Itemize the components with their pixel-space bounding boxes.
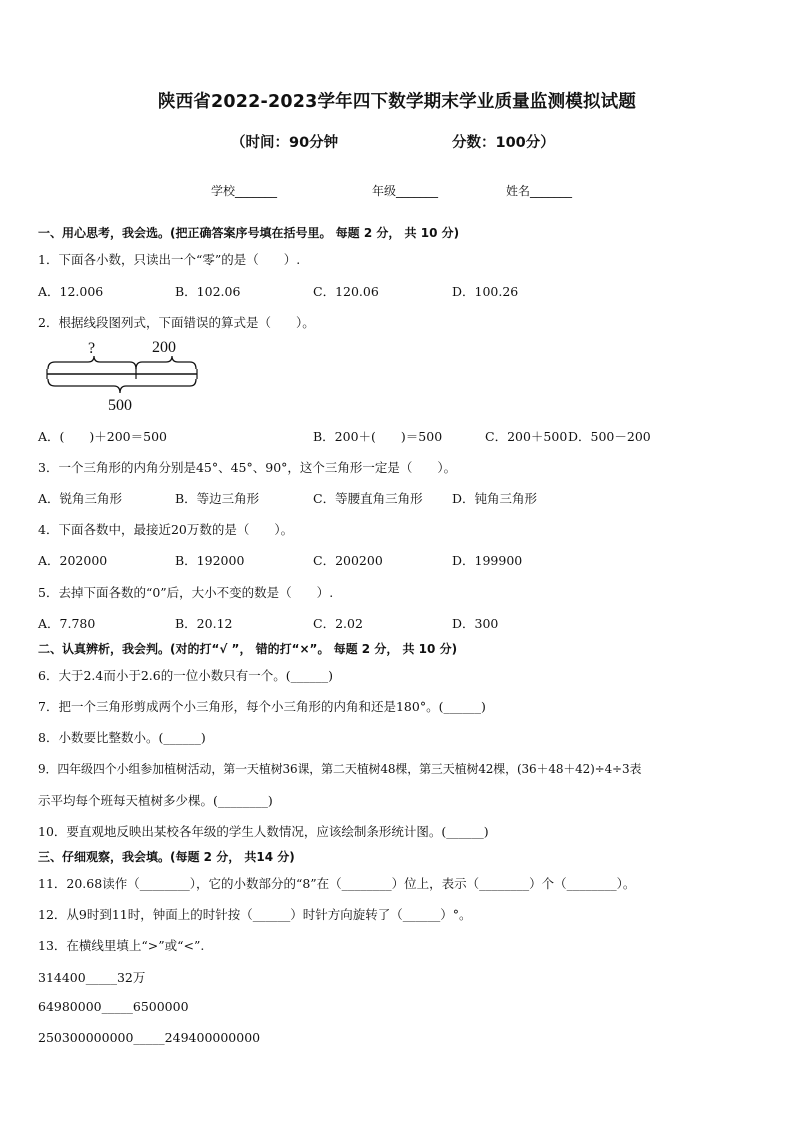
school-field: 学校_______	[211, 184, 278, 198]
question-1: 1．下面各小数，只读出一个“零”的是（ ）.	[38, 252, 301, 267]
question-13: 13．在横线里填上“>”或“<”.	[38, 938, 205, 953]
q2-option-d: D．500－200	[568, 429, 651, 444]
segment-500-label: 500	[108, 397, 132, 414]
q3-option-a: A．锐角三角形	[38, 491, 123, 506]
q5-option-a: A．7.780	[38, 616, 96, 631]
q2-option-b: B．200＋( )＝500	[313, 429, 443, 444]
q3-option-c: C．等腰直角三角形	[313, 491, 423, 506]
name-field: 姓名_______	[506, 184, 573, 198]
q1-option-b: B．102.06	[175, 284, 241, 299]
segment-unknown-label: ?	[88, 340, 96, 357]
q4-option-b: B．192000	[175, 553, 245, 568]
question-7: 7．把一个三角形剪成两个小三角形，每个小三角形的内角和还是180°。(______)	[38, 699, 486, 714]
q3-option-d: D．钝角三角形	[452, 491, 538, 506]
section1-heading: 一、用心思考，我会选。(把正确答案序号填在括号里。 每题 2 分， 共 10 分)	[38, 226, 460, 240]
q13-item-b: 64980000_____6500000	[38, 999, 189, 1014]
section2-heading: 二、认真辨析，我会判。(对的打“√ ”， 错的打“×”。 每题 2 分， 共 10 分)	[38, 642, 458, 656]
question-12: 12．从9时到11时，钟面上的时针按（______）时针方向旋转了（______）°。	[38, 907, 472, 922]
question-2: 2．根据线段图列式，下面错误的算式是（ ）。	[38, 315, 315, 330]
q5-option-b: B．20.12	[175, 616, 233, 631]
question-6: 6．大于2.4而小于2.6的一位小数只有一个。(______)	[38, 668, 333, 683]
question-8: 8．小数要比整数小。(______)	[38, 730, 206, 745]
grade-field: 年级_______	[372, 184, 439, 198]
q3-option-b: B．等边三角形	[175, 491, 260, 506]
q13-item-a: 314400_____32万	[38, 970, 146, 985]
q2-option-a: A．( )＋200＝500	[38, 429, 167, 444]
q1-option-c: C．120.06	[313, 284, 379, 299]
q13-item-c: 250300000000_____249400000000	[38, 1030, 261, 1045]
question-5: 5．去掉下面各数的“0”后，大小不变的数是（ ）.	[38, 585, 334, 600]
q4-option-a: A．202000	[38, 553, 108, 568]
q5-option-c: C．2.02	[313, 616, 363, 631]
q4-option-d: D．199900	[452, 553, 523, 568]
question-9-line2: 示平均每个班每天植树多少棵。(________)	[38, 793, 273, 808]
q1-option-d: D．100.26	[452, 284, 519, 299]
question-11: 11．20.68读作（________），它的小数部分的“8”在（________）位上，表示（________）个（________）。	[38, 876, 636, 891]
question-4: 4．下面各数中，最接近20万数的是（ ）。	[38, 522, 294, 537]
exam-time: （时间：90分钟	[231, 135, 339, 151]
page-title: 陕西省2022-2023学年四下数学期末学业质量监测模拟试题	[157, 92, 637, 112]
question-3: 3．一个三角形的内角分别是45°、45°、90°，这个三角形一定是（ ）。	[38, 460, 457, 475]
question-9-line1: 9．四年级四个小组参加植树活动，第一天植树36课，第二天植树48棵，第三天植树42棵，(36＋48＋42)÷4÷3表	[38, 762, 642, 776]
question-10: 10．要直观地反映出某校各年级的学生人数情况，应该绘制条形统计图。(______)	[38, 824, 489, 839]
exam-score: 分数：100分）	[452, 135, 555, 151]
section3-heading: 三、仔细观察，我会填。(每题 2 分， 共14 分)	[38, 850, 295, 864]
q2-option-c: C．200＋500	[485, 429, 568, 444]
q5-option-d: D．300	[452, 616, 499, 631]
segment-200-label: 200	[152, 339, 176, 356]
q1-option-a: A．12.006	[38, 284, 104, 299]
q4-option-c: C．200200	[313, 553, 383, 568]
